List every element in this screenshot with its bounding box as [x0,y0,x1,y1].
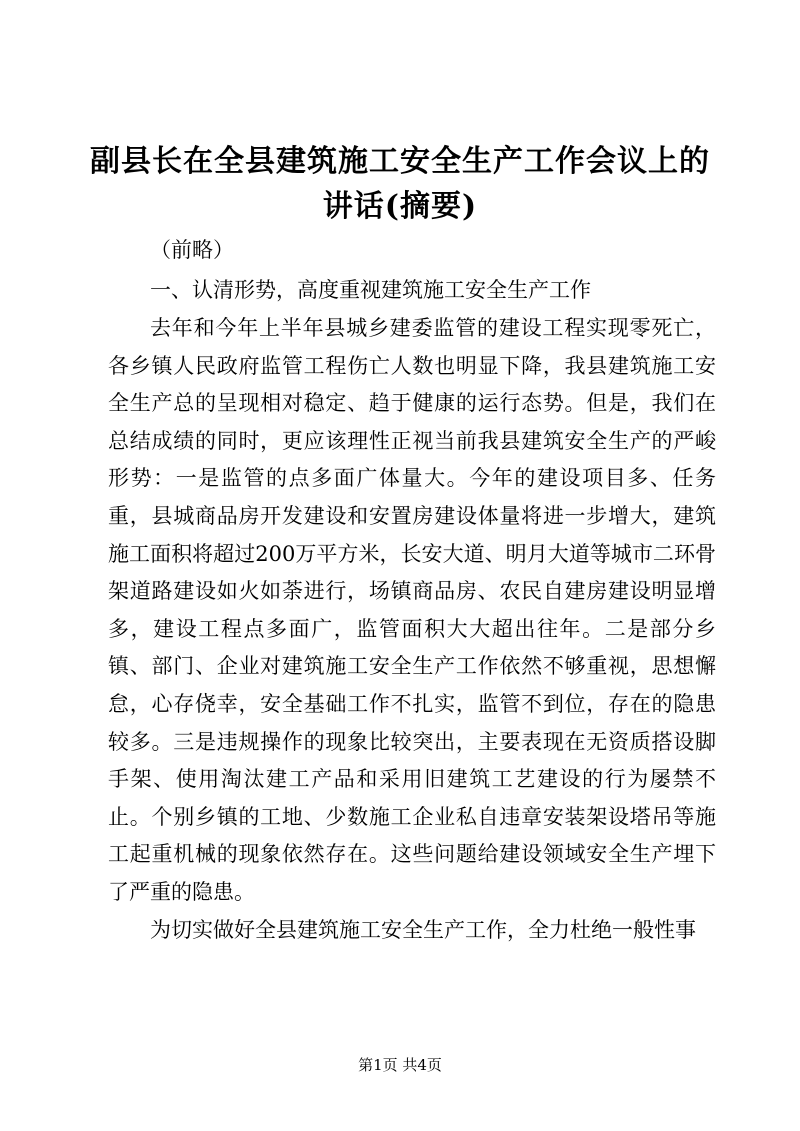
paragraph-main: 去年和今年上半年县城乡建委监管的建设工程实现零死亡，各乡镇人民政府监管工程伤亡人数也明显下降，我县建筑施工安全生产总的呈现相对稳定、趋于健康的运行态势。但是，我们在总结成绩的同时，更应该理性正视当前我县建筑安全生产的严峻形势：一是监管的点多面广体量大。今年的建设项目多、任务重，县城商品房开发建设和安置房建设体量将进一步增大，建筑施工面积将超过200万平方米，长安大道、明月大道等城市二环骨架道路建设如火如荼进行，场镇商品房、农民自建房建设明显增多，建设工程点多面广，监管面积大大超出往年。二是部分乡镇、部门、企业对建筑施工安全生产工作依然不够重视，思想懈怠，心存侥幸，安全基础工作不扎实，监管不到位，存在的隐患较多。三是违规操作的现象比较突出，主要表现在无资质搭设脚手架、使用淘汰建工产品和采用旧建筑工艺建设的行为屡禁不止。个别乡镇的工地、少数施工企业私自违章安装架设塔吊等施工起重机械的现象依然存在。这些问题给建设领域安全生产埋下了严重的隐患。 [108,316,716,904]
page-footer: 第1页 共4页 [358,1056,442,1074]
document-body [108,230,716,949]
paragraph-preface: （前略） [150,238,234,262]
paragraph-continuation: 为切实做好全县建筑施工安全生产工作，全力杜绝一般性事 [150,917,696,942]
document-title-line-1: 副县长在全县建筑施工安全生产工作会议上的 [90,144,710,179]
document-title-line-2: 讲话(摘要) [322,189,478,224]
paragraph-section-heading: 一、认清形势，高度重视建筑施工安全生产工作 [150,278,591,302]
